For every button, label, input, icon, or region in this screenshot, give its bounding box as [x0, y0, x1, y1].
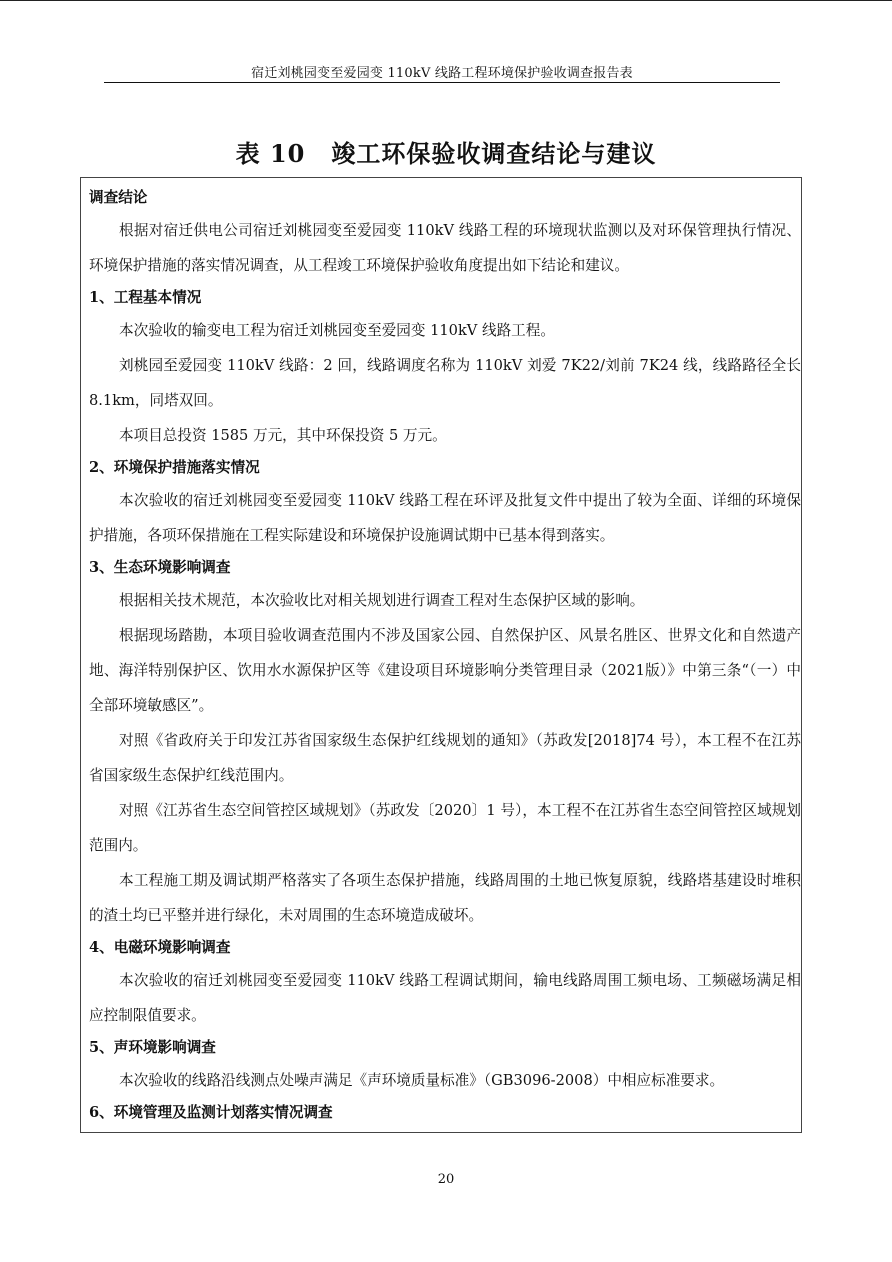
- paragraph: 对照《江苏省生态空间管控区域规划》（苏政发〔2020〕1 号），本工程不在江苏省生态空间管控区域规划范围内。: [89, 802, 801, 854]
- paragraph: 根据对宿迁供电公司宿迁刘桃园变至爱园变 110kV 线路工程的环境现状监测以及对环保管理执行情况、环境保护措施的落实情况调查，从工程竣工环境保护验收角度提出如下结论和建议。: [89, 222, 801, 274]
- section-acoustic-impact: [89, 1033, 801, 1098]
- header-rule: [104, 82, 780, 83]
- paragraph: 本次验收的线路沿线测点处噪声满足《声环境质量标准》（GB3096-2008）中相应标准要求。: [119, 1072, 725, 1089]
- section-heading: 6、环境管理及监测计划落实情况调查: [89, 1104, 333, 1121]
- paragraph: 本次验收的宿迁刘桃园变至爱园变 110kV 线路工程调试期间，输电线路周围工频电场、工频磁场满足相应控制限值要求。: [89, 972, 801, 1024]
- section-electromagnetic-impact: [89, 933, 801, 1033]
- paragraph: 根据相关技术规范，本次验收比对相关规划进行调查工程对生态保护区域的影响。: [119, 592, 645, 609]
- section-heading: 3、生态环境影响调查: [89, 559, 231, 576]
- section-heading: 调查结论: [89, 189, 148, 206]
- table-number: 表 10: [235, 139, 306, 168]
- table-title: [0, 134, 892, 169]
- paragraph: 本项目总投资 1585 万元，其中环保投资 5 万元。: [119, 427, 447, 444]
- paragraph: 本次验收的宿迁刘桃园变至爱园变 110kV 线路工程在环评及批复文件中提出了较为全面、详细的环境保护措施，各项环保措施在工程实际建设和环境保护设施调试期中已基本得到落实。: [89, 492, 801, 544]
- section-management-monitoring: [89, 1098, 801, 1128]
- page-number: 20: [437, 1172, 455, 1187]
- paragraph: 本次验收的输变电工程为宿迁刘桃园变至爱园变 110kV 线路工程。: [119, 322, 555, 339]
- section-protection-measures: [89, 453, 801, 553]
- running-header: 宿迁刘桃园变至爱园变 110kV 线路工程环境保护验收调查报告表: [251, 66, 633, 81]
- section-heading: 4、电磁环境影响调查: [89, 939, 231, 956]
- section-heading: 1、工程基本情况: [89, 289, 202, 306]
- paragraph: 刘桃园至爱园变 110kV 线路：2 回，线路调度名称为 110kV 刘爱 7K22/刘前 7K24 线，线路路径全长 8.1km，同塔双回。: [89, 357, 801, 409]
- section-project-overview: [89, 283, 801, 453]
- table-title-text: 竣工环保验收调查结论与建议: [331, 139, 657, 168]
- page-top-border: [0, 0, 892, 1]
- report-body: [89, 183, 801, 1128]
- paragraph: 根据现场踏勘，本项目验收调查范围内不涉及国家公园、自然保护区、风景名胜区、世界文化和自然遗产地、海洋特别保护区、饮用水水源保护区等《建设项目环境影响分类管理目录（2021版）》中第三条“（一）中全部环境敏感区”。: [89, 627, 801, 714]
- section-ecological-impact: [89, 553, 801, 933]
- paragraph: 对照《省政府关于印发江苏省国家级生态保护红线规划的通知》（苏政发[2018]74 号），本工程不在江苏省国家级生态保护红线范围内。: [89, 732, 801, 784]
- section-survey-conclusion: [89, 183, 801, 283]
- paragraph: 本工程施工期及调试期严格落实了各项生态保护措施，线路周围的土地已恢复原貌，线路塔基建设时堆积的渣土均已平整并进行绿化，未对周围的生态环境造成破坏。: [89, 872, 801, 924]
- section-heading: 2、环境保护措施落实情况: [89, 459, 260, 476]
- section-heading: 5、声环境影响调查: [89, 1039, 216, 1056]
